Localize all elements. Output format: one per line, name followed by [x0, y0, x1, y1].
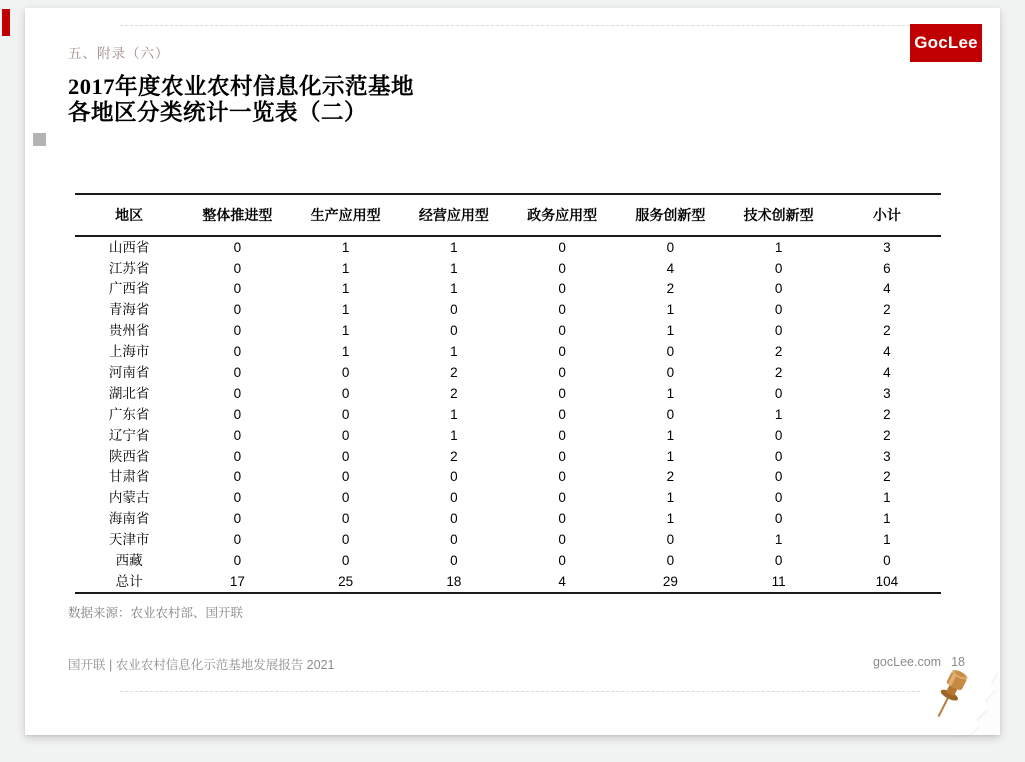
- value-cell: 1: [341, 260, 350, 276]
- table-row: [75, 404, 941, 425]
- edge-accent-bar: [2, 9, 10, 36]
- value-cell: 4: [558, 573, 566, 589]
- value-cell: 0: [666, 344, 675, 360]
- value-cell: 0: [558, 490, 566, 506]
- table-row: [75, 236, 941, 258]
- value-cell: 0: [558, 406, 566, 422]
- value-cell: 0: [233, 239, 242, 255]
- value-cell: 0: [233, 553, 242, 569]
- value-cell: 1: [450, 427, 458, 443]
- value-cell: 0: [233, 302, 242, 318]
- value-cell: 29: [662, 573, 678, 589]
- column-header: 服务创新型: [616, 194, 724, 236]
- region-cell: 江苏省: [108, 260, 150, 276]
- region-cell: 总计: [115, 573, 143, 589]
- value-cell: 1: [666, 427, 675, 443]
- value-cell: 1: [666, 302, 675, 318]
- value-cell: 0: [341, 553, 350, 569]
- value-cell: 0: [666, 239, 675, 255]
- value-cell: 0: [558, 260, 566, 276]
- value-cell: 0: [233, 385, 242, 401]
- value-cell: 0: [774, 448, 783, 464]
- value-cell: 1: [450, 281, 458, 297]
- value-cell: 3: [883, 385, 891, 401]
- value-cell: 1: [883, 511, 891, 527]
- bullet-square-decoration: [33, 133, 46, 146]
- value-cell: 0: [558, 281, 566, 297]
- region-cell: 广东省: [108, 406, 150, 422]
- placeholder-guide-bottom: [120, 691, 920, 692]
- value-cell: 0: [666, 532, 675, 548]
- column-header: 经营应用型: [400, 194, 508, 236]
- section-label: 五、附录（六）: [68, 46, 170, 61]
- value-cell: 3: [883, 239, 891, 255]
- value-cell: 0: [558, 385, 566, 401]
- value-cell: 0: [774, 323, 783, 339]
- value-cell: 0: [774, 281, 783, 297]
- value-cell: 0: [450, 511, 458, 527]
- value-cell: 0: [233, 448, 242, 464]
- value-cell: 0: [233, 490, 242, 506]
- table-row: [75, 279, 941, 300]
- value-cell: 2: [774, 344, 783, 360]
- value-cell: 2: [883, 427, 891, 443]
- value-cell: 25: [338, 573, 354, 589]
- footer-website: gocLee.com: [872, 655, 942, 669]
- value-cell: 0: [558, 448, 566, 464]
- value-cell: 1: [341, 344, 350, 360]
- value-cell: 0: [666, 365, 675, 381]
- table-row: [75, 550, 941, 571]
- region-cell: 辽宁省: [108, 427, 150, 443]
- value-cell: 104: [875, 573, 899, 589]
- value-cell: 0: [774, 260, 783, 276]
- value-cell: 0: [233, 260, 242, 276]
- value-cell: 0: [666, 553, 675, 569]
- region-cell: 甘肃省: [108, 469, 150, 485]
- value-cell: 0: [450, 553, 458, 569]
- value-cell: 0: [774, 302, 783, 318]
- value-cell: 0: [450, 490, 458, 506]
- value-cell: 0: [558, 469, 566, 485]
- value-cell: 0: [774, 427, 783, 443]
- value-cell: 1: [450, 260, 458, 276]
- value-cell: 1: [341, 281, 350, 297]
- value-cell: 0: [341, 448, 350, 464]
- value-cell: 0: [341, 532, 350, 548]
- value-cell: 2: [883, 323, 891, 339]
- value-cell: 1: [666, 385, 675, 401]
- region-cell: 广西省: [108, 281, 150, 297]
- value-cell: 0: [341, 406, 350, 422]
- value-cell: 1: [450, 239, 458, 255]
- brand-logo: GocLee: [910, 24, 982, 62]
- value-cell: 2: [666, 281, 675, 297]
- value-cell: 1: [774, 532, 783, 548]
- value-cell: 11: [771, 573, 786, 589]
- value-cell: 17: [229, 573, 245, 589]
- region-cell: 湖北省: [108, 385, 150, 401]
- value-cell: 0: [341, 490, 350, 506]
- value-cell: 0: [558, 302, 566, 318]
- value-cell: 0: [883, 553, 891, 569]
- value-cell: 3: [883, 448, 891, 464]
- value-cell: 2: [666, 469, 675, 485]
- region-cell: 海南省: [108, 511, 150, 527]
- page-title: [68, 74, 414, 126]
- column-header: 小计: [833, 194, 941, 236]
- value-cell: 18: [446, 573, 462, 589]
- value-cell: 0: [450, 323, 458, 339]
- table-row: [75, 258, 941, 279]
- value-cell: 1: [450, 344, 458, 360]
- value-cell: 1: [774, 239, 783, 255]
- value-cell: 0: [774, 553, 783, 569]
- value-cell: 4: [883, 281, 891, 297]
- table-row: [75, 509, 941, 530]
- column-header: 地区: [75, 194, 183, 236]
- region-cell: 天津市: [108, 532, 150, 548]
- region-cell: 贵州省: [108, 323, 150, 339]
- value-cell: 4: [666, 260, 675, 276]
- footer-report-title: 国开联 | 农业农村信息化示范基地发展报告 2021: [68, 658, 335, 672]
- value-cell: 0: [558, 344, 566, 360]
- value-cell: 0: [558, 553, 566, 569]
- value-cell: 0: [233, 511, 242, 527]
- value-cell: 0: [233, 469, 242, 485]
- value-cell: 0: [450, 469, 458, 485]
- value-cell: 1: [883, 532, 891, 548]
- region-cell: 山西省: [108, 239, 150, 255]
- value-cell: 0: [450, 302, 458, 318]
- corner-decoration: [925, 658, 1025, 757]
- value-cell: 1: [883, 490, 891, 506]
- value-cell: 2: [774, 365, 783, 381]
- value-cell: 0: [233, 323, 242, 339]
- value-cell: 1: [774, 406, 783, 422]
- value-cell: 1: [666, 323, 675, 339]
- data-source-note: 数据来源：农业农村部、国开联: [68, 606, 244, 620]
- value-cell: 0: [341, 385, 350, 401]
- value-cell: 2: [883, 469, 891, 485]
- value-cell: 2: [450, 448, 458, 464]
- table-row: [75, 341, 941, 362]
- value-cell: 0: [558, 323, 566, 339]
- value-cell: 0: [666, 406, 675, 422]
- region-cell: 上海市: [108, 344, 150, 360]
- table-row: [75, 467, 941, 488]
- value-cell: 0: [558, 365, 566, 381]
- value-cell: 0: [774, 469, 783, 485]
- region-cell: 青海省: [108, 302, 150, 318]
- value-cell: 0: [341, 469, 350, 485]
- value-cell: 0: [450, 532, 458, 548]
- column-header: 生产应用型: [292, 194, 400, 236]
- table-header-row: [75, 194, 941, 236]
- footer-page-number: 18: [951, 655, 965, 669]
- value-cell: 0: [233, 281, 242, 297]
- value-cell: 0: [233, 427, 242, 443]
- table-row: [75, 321, 941, 342]
- table-row: [75, 300, 941, 321]
- value-cell: 1: [341, 323, 350, 339]
- value-cell: 0: [558, 511, 566, 527]
- page-title-line1: 2017年度农业农村信息化示范基地: [68, 74, 415, 99]
- column-header: 政务应用型: [508, 194, 616, 236]
- value-cell: 2: [450, 385, 458, 401]
- table-body: [75, 236, 941, 593]
- page-title-line2: 各地区分类统计一览表（二）: [68, 100, 368, 125]
- value-cell: 0: [233, 532, 242, 548]
- table-row: [75, 362, 941, 383]
- table-row: [75, 425, 941, 446]
- value-cell: 1: [450, 406, 458, 422]
- table-row: [75, 446, 941, 467]
- value-cell: 0: [558, 427, 566, 443]
- value-cell: 0: [774, 511, 783, 527]
- table-row: [75, 571, 941, 593]
- table-row: [75, 529, 941, 550]
- column-header: 技术创新型: [725, 194, 833, 236]
- column-header: 整体推进型: [183, 194, 291, 236]
- value-cell: 1: [341, 239, 350, 255]
- region-cell: 河南省: [108, 365, 150, 381]
- value-cell: 2: [450, 365, 458, 381]
- value-cell: 1: [666, 448, 675, 464]
- value-cell: 0: [558, 239, 566, 255]
- value-cell: 0: [558, 532, 566, 548]
- value-cell: 0: [341, 365, 350, 381]
- value-cell: 2: [883, 406, 891, 422]
- region-cell: 西藏: [115, 553, 143, 569]
- value-cell: 6: [883, 260, 891, 276]
- region-cell: 内蒙古: [108, 490, 150, 506]
- placeholder-guide-top: [120, 25, 965, 26]
- value-cell: 2: [883, 302, 891, 318]
- statistics-table: [75, 193, 941, 594]
- value-cell: 4: [883, 344, 891, 360]
- table-row: [75, 383, 941, 404]
- table-row: [75, 488, 941, 509]
- value-cell: 4: [883, 365, 891, 381]
- page-curl-graphic: [925, 658, 1025, 757]
- value-cell: 0: [341, 427, 350, 443]
- value-cell: 0: [341, 511, 350, 527]
- value-cell: 0: [774, 385, 783, 401]
- region-cell: 陕西省: [108, 448, 150, 464]
- value-cell: 0: [233, 344, 242, 360]
- value-cell: 0: [774, 490, 783, 506]
- statistics-table-container: [75, 193, 941, 594]
- value-cell: 1: [666, 511, 675, 527]
- value-cell: 0: [233, 406, 242, 422]
- value-cell: 1: [341, 302, 350, 318]
- value-cell: 0: [233, 365, 242, 381]
- value-cell: 1: [666, 490, 675, 506]
